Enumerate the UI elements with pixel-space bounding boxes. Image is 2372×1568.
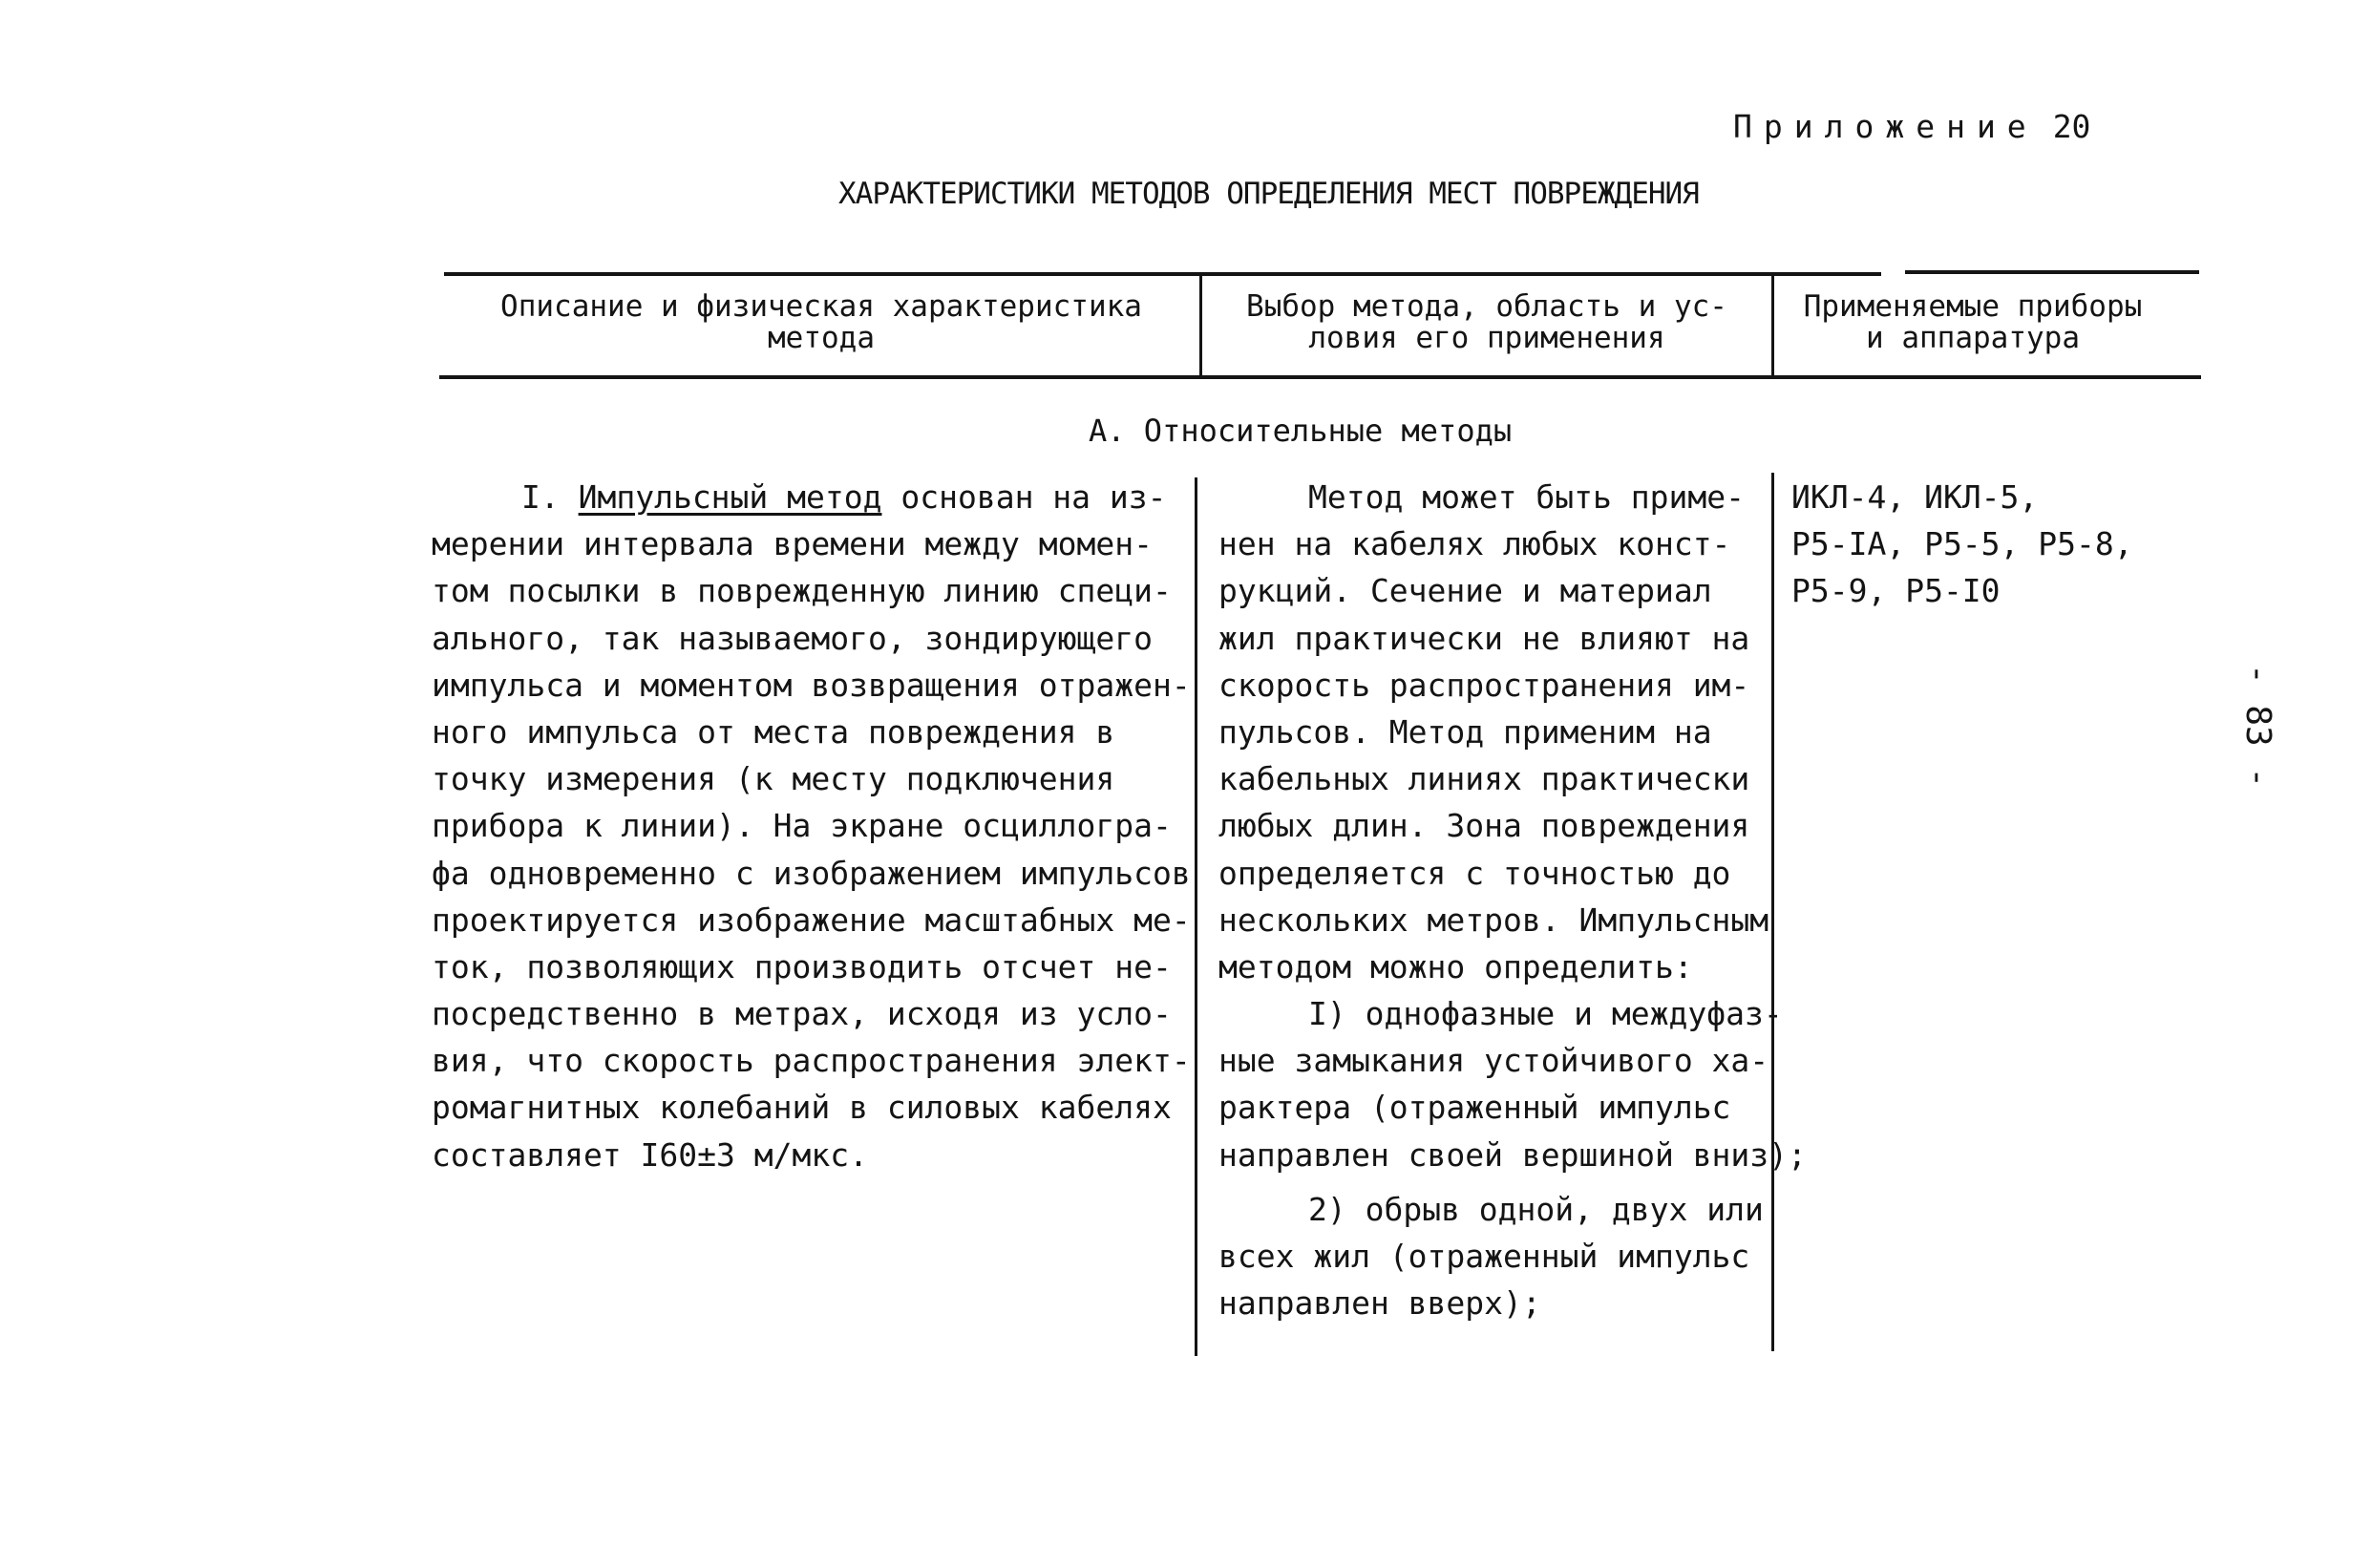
method-choice-line: направлен вверх); (1218, 1284, 1541, 1323)
description-line: посредственно в метрах, исходя из усло- (432, 995, 1172, 1033)
page-number: - 83 - (2238, 663, 2278, 789)
appendix-label (1733, 108, 2090, 145)
table-top-rule (444, 272, 1881, 276)
description-line: мерении интервала времени между момен- (432, 525, 1153, 563)
description-line: ного импульса от места повреждения в (432, 712, 1115, 751)
method-choice-line: Метод может быть приме- (1308, 478, 1745, 516)
appendix-number: 20 (2052, 108, 2091, 145)
description-line: прибора к линии). На экране осциллогра- (432, 807, 1172, 845)
section-title: А. Относительные методы (1089, 413, 1513, 449)
description-prefix: I. (521, 478, 579, 516)
instruments-line: Р5-IА, Р5-5, Р5-8, (1791, 525, 2133, 563)
method-choice-line: рукций. Сечение и материал (1218, 572, 1712, 610)
method-choice-column (1218, 474, 1807, 1326)
description-line: ток, позволяющих производить отсчет не- (432, 947, 1172, 985)
description-line: точку измерения (к месту подключения (432, 760, 1115, 798)
header-method-choice: Выбор метода, область и ус- ловия его применения (1246, 289, 1727, 355)
method-choice-line: методом можно определить: (1218, 947, 1693, 985)
method-choice-line: нен на кабелях любых конст- (1218, 525, 1731, 563)
method-choice-line: любых длин. Зона повреждения (1218, 807, 1750, 845)
table-header-bottom-rule (439, 375, 2201, 379)
description-column (432, 474, 1191, 1178)
method-choice-line: кабельных линиях практически (1218, 760, 1750, 798)
description-line: том посылки в поврежденную линию специ- (432, 572, 1172, 610)
description-line: ального, так называемого, зондирующего (432, 619, 1153, 657)
description-first-line (432, 474, 1191, 520)
method-choice-line: всех жил (отраженный импульс (1218, 1238, 1750, 1275)
method-choice-line: определяется с точностью до (1218, 854, 1731, 892)
description-first-suffix: основан на из- (881, 478, 1167, 516)
header-divider-1 (1199, 274, 1202, 377)
method-name: Импульсный метод (578, 478, 882, 516)
method-choice-line: рактера (отраженный импульс (1218, 1089, 1731, 1127)
header-description: Описание и физическая характеристика метода (500, 289, 1142, 355)
method-choice-line: жил практически не влияют на (1218, 619, 1750, 657)
method-choice-line: 2) обрыв одной, двух или (1308, 1190, 1764, 1228)
description-line: вия, что скорость распространения элект- (432, 1042, 1191, 1080)
description-line: ромагнитных колебаний в силовых кабелях (432, 1089, 1172, 1127)
method-choice-line: скорость распространения им- (1218, 666, 1750, 704)
paragraph-gap (1218, 1178, 1807, 1186)
instruments-column (1791, 474, 2133, 615)
body-divider-1 (1195, 477, 1197, 1356)
method-choice-line: I) однофазные и междуфаз- (1308, 995, 1783, 1033)
instruments-line: ИКЛ-4, ИКЛ-5, (1791, 478, 2039, 516)
header-instruments: Применяемые приборы и аппаратура (1803, 289, 2143, 355)
instruments-line: Р5-9, Р5-I0 (1791, 572, 2001, 610)
description-line: импульса и моментом возвращения отражен- (432, 666, 1191, 704)
method-choice-line: пульсов. Метод применим на (1218, 712, 1712, 751)
table-top-rule-right (1905, 270, 2199, 274)
method-choice-line: ные замыкания устойчивого ха- (1218, 1042, 1769, 1080)
page-title: ХАРАКТЕРИСТИКИ МЕТОДОВ ОПРЕДЕЛЕНИЯ МЕСТ ПОВРЕЖДЕНИЯ (838, 177, 1699, 211)
appendix-word: Приложение (1733, 108, 2038, 145)
method-choice-line: нескольких метров. Импульсным (1218, 901, 1769, 939)
description-line: составляет I60±3 м/мкс. (432, 1135, 868, 1174)
description-line: проектируется изображение масштабных ме- (432, 901, 1191, 939)
description-line: фа одновременно с изображением импульсов (432, 854, 1191, 892)
method-choice-line: направлен своей вершиной вниз); (1218, 1135, 1807, 1174)
